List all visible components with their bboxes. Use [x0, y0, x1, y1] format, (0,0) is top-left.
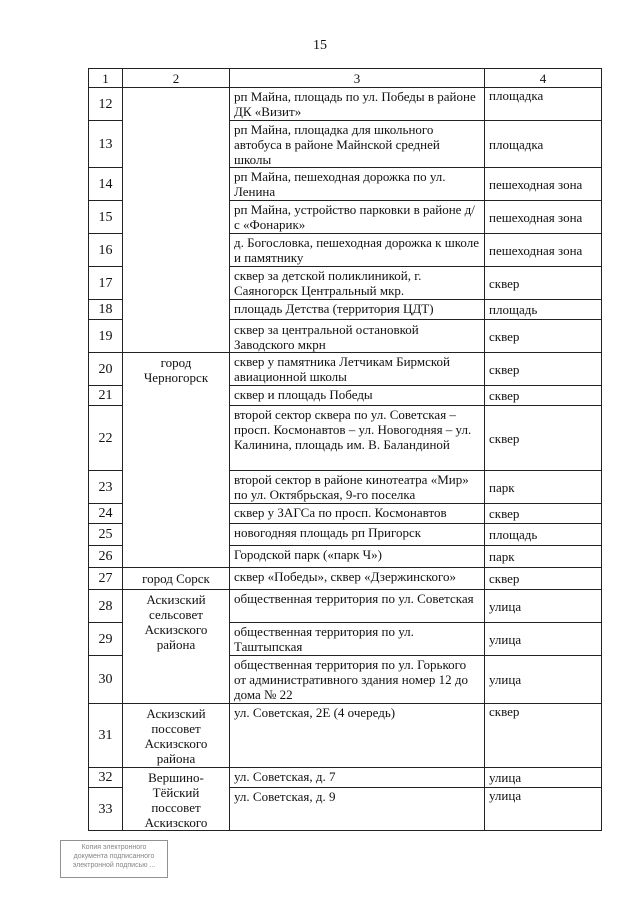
kind-cell: парк: [485, 546, 602, 568]
location-askiz-selsovet: Аскизский сельсовет Аскизского района: [123, 590, 230, 704]
kind-cell: улица: [485, 590, 602, 623]
row-number: 30: [89, 656, 123, 704]
row-number: 15: [89, 201, 123, 234]
row-number: 17: [89, 267, 123, 300]
object-cell: Городской парк («парк Ч»): [230, 546, 485, 568]
object-cell: второй сектор сквера по ул. Советская – просп. Космонавтов – ул. Новогодняя – ул. Калинина, площадь им. В. Баландиной: [230, 406, 485, 471]
header-col-4: 4: [485, 69, 602, 88]
row-number: 19: [89, 320, 123, 353]
header-row: [89, 69, 602, 88]
object-cell: сквер за центральной остановкой Заводского мкрн: [230, 320, 485, 353]
location-cell-empty: [123, 88, 230, 353]
object-cell: общественная территория по ул. Таштыпская: [230, 623, 485, 656]
row-number: 25: [89, 524, 123, 546]
kind-cell: площадка: [485, 121, 602, 168]
kind-cell: площадка: [485, 88, 602, 121]
kind-cell: пешеходная зона: [485, 201, 602, 234]
kind-cell: сквер: [485, 267, 602, 300]
header-col-2: 2: [123, 69, 230, 88]
header-col-1: 1: [89, 69, 123, 88]
location-sorsk: город Сорск: [123, 568, 230, 590]
object-cell: ул. Советская, д. 7: [230, 768, 485, 788]
object-cell: общественная территория по ул. Горького от административного здания номер 12 до дома № 22: [230, 656, 485, 704]
kind-cell: сквер: [485, 704, 602, 768]
kind-cell: сквер: [485, 406, 602, 471]
kind-cell: сквер: [485, 353, 602, 386]
table-row: [89, 568, 602, 590]
kind-cell: парк: [485, 471, 602, 504]
location-askiz-possovet: Аскизский поссовет Аскизского района: [123, 704, 230, 768]
location-chernogorsk: город Черногорск: [123, 353, 230, 568]
row-number: 12: [89, 88, 123, 121]
row-number: 16: [89, 234, 123, 267]
row-number: 23: [89, 471, 123, 504]
object-cell: сквер за детской поликлиникой, г. Саяногорск Центральный мкр.: [230, 267, 485, 300]
object-cell: сквер у памятника Летчикам Бирмской авиационной школы: [230, 353, 485, 386]
table-row: [89, 353, 602, 386]
row-number: 22: [89, 406, 123, 471]
page-number: 15: [313, 38, 327, 53]
object-cell: площадь Детства (территория ЦДТ): [230, 300, 485, 320]
row-number: 29: [89, 623, 123, 656]
kind-cell: сквер: [485, 386, 602, 406]
table-row: [89, 88, 602, 121]
object-cell: рп Майна, устройство парковки в районе д/с «Фонарик»: [230, 201, 485, 234]
kind-cell: сквер: [485, 320, 602, 353]
table-row: [89, 590, 602, 623]
object-cell: общественная территория по ул. Советская: [230, 590, 485, 623]
kind-cell: сквер: [485, 568, 602, 590]
kind-cell: улица: [485, 768, 602, 788]
row-number: 26: [89, 546, 123, 568]
object-cell: сквер «Победы», сквер «Дзержинского»: [230, 568, 485, 590]
kind-cell: улица: [485, 623, 602, 656]
kind-cell: площадь: [485, 524, 602, 546]
table-row: [89, 768, 602, 788]
row-number: 14: [89, 168, 123, 201]
row-number: 32: [89, 768, 123, 788]
object-cell: новогодняя площадь рп Пригорск: [230, 524, 485, 546]
kind-cell: улица: [485, 788, 602, 831]
location-vershino: Вершино-Тёйский поссовет Аскизского: [123, 768, 230, 831]
kind-cell: сквер: [485, 504, 602, 524]
kind-cell: улица: [485, 656, 602, 704]
object-cell: рп Майна, пешеходная дорожка по ул. Ленина: [230, 168, 485, 201]
territories-table: [88, 68, 602, 831]
table-row: [89, 704, 602, 768]
row-number: 33: [89, 788, 123, 831]
object-cell: второй сектор в районе кинотеатра «Мир» по ул. Октябрьская, 9-го поселка: [230, 471, 485, 504]
row-number: 24: [89, 504, 123, 524]
object-cell: рп Майна, площадь по ул. Победы в районе ДК «Визит»: [230, 88, 485, 121]
row-number: 27: [89, 568, 123, 590]
kind-cell: пешеходная зона: [485, 168, 602, 201]
object-cell: рп Майна, площадка для школьного автобуса в районе Майнской средней школы: [230, 121, 485, 168]
header-col-3: 3: [230, 69, 485, 88]
row-number: 28: [89, 590, 123, 623]
object-cell: ул. Советская, 2Е (4 очередь): [230, 704, 485, 768]
object-cell: сквер и площадь Победы: [230, 386, 485, 406]
row-number: 31: [89, 704, 123, 768]
object-cell: д. Богословка, пешеходная дорожка к школе и памятнику: [230, 234, 485, 267]
object-cell: ул. Советская, д. 9: [230, 788, 485, 831]
electronic-signature-stamp: Копия электронного документа подписанного электронной подписью ...: [60, 840, 168, 878]
object-cell: сквер у ЗАГСа по просп. Космонавтов: [230, 504, 485, 524]
row-number: 18: [89, 300, 123, 320]
row-number: 20: [89, 353, 123, 386]
row-number: 21: [89, 386, 123, 406]
kind-cell: пешеходная зона: [485, 234, 602, 267]
row-number: 13: [89, 121, 123, 168]
kind-cell: площадь: [485, 300, 602, 320]
